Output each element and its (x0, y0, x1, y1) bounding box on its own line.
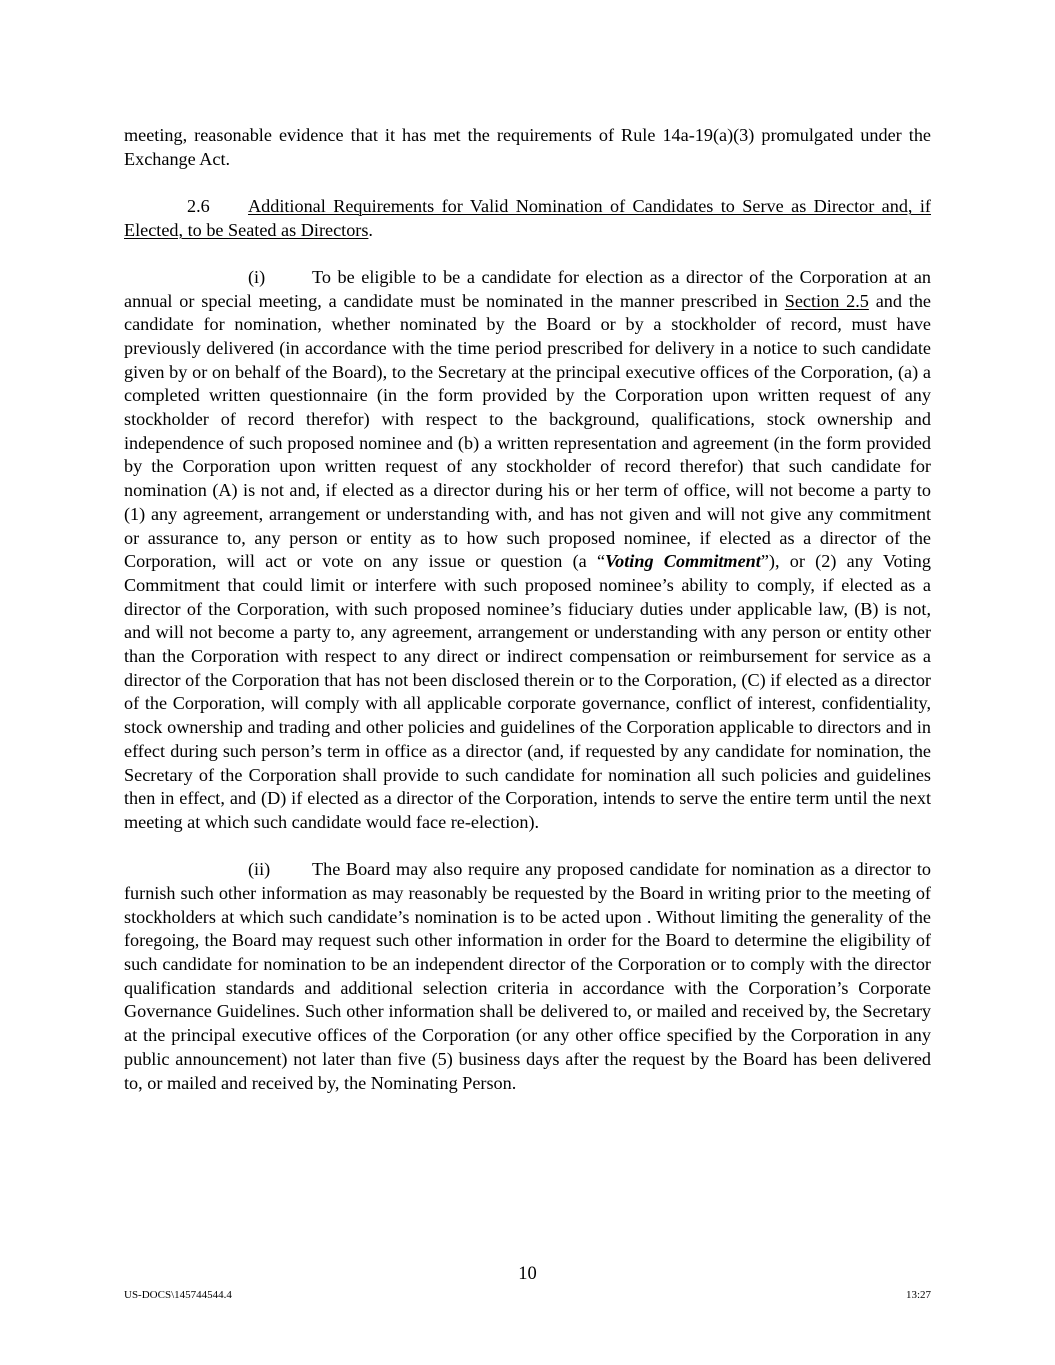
subsection-i (124, 266, 931, 835)
section-title-period: . (368, 219, 373, 240)
subsection-text: The Board may also require any proposed candidate for nomination as a director to furnish such other information as may reasonably be requested by the Board in writing prior to the meeting of stockholders at which such candidate’s nomination is to be acted upon . Without limiting the generality of the foregoing, the Board may request such other information in order for the Board to determine the eligibility of such candidate for nomination to be an independent director of the Corporation or to comply with the director qualification standards and additional selection criteria in accordance with the Corporation’s Corporate Governance Guidelines. Such other information shall be delivered to, or mailed and received by, the Secretary at the principal executive offices of the Corporation (or any other office specified by the Corporation in any public announcement) not later than five (5) business days after the request by the Board has been delivered to, or mailed and received by, the Nominating Person. (124, 859, 931, 1093)
document-page (124, 124, 931, 1119)
subsection-number: (i) (248, 266, 266, 287)
section-heading (124, 195, 931, 242)
page-number: 10 (518, 1264, 537, 1284)
section-reference-link[interactable]: Section 2.5 (784, 290, 869, 311)
subsection-number: (ii) (248, 859, 271, 880)
subsection-text: and the candidate for nomination, whether nominated by the Board or by a stockholder of record, must have previously delivered (in accordance with the time period prescribed for delivery in a notice to such candidate given by or on behalf of the Board), to the Secretary at the principal executive offices of the Corporation, (a) a completed written questionnaire (in the form provided by the Corporation upon written request of any stockholder of record therefor) with respect to the background, qualifications, stock ownership and independence of such proposed nominee and (b) a written representation and agreement (in the form provided by the Corporation upon written request of any stockholder of record therefor) that such candidate for nomination (A) is not and, if elected as a director during his or her term of office, will not become a party to (1) any agreement, arrangement or understanding with, and has not given and will not give any commitment or assurance to, any person or entity as to how such proposed nominee, if elected as a director of the Corporation, will act or vote on any issue or question (a “ (124, 290, 931, 572)
subsection-text: ”), or (2) any Voting Commitment that could limit or interfere with such proposed nominee’s ability to comply, if elected as a director of the Corporation, with such proposed nominee’s fiduciary duties under applicable law, (B) is not, and will not become a party to, any agreement, arrangement or understanding with any person or entity other than the Corporation with respect to any direct or indirect compensation or reimbursement for service as a director of the Corporation that has not been disclosed therein or to the Corporation, (C) if elected as a director of the Corporation, will comply with all applicable corporate governance, conflict of interest, confidentiality, stock ownership and trading and other policies and guidelines of the Corporation applicable to directors and in effect during such person’s term in office as a director (and, if requested by any candidate for nomination, the Secretary of the Corporation shall provide to such candidate for nomination all such policies and guidelines then in effect, and (D) if elected as a director of the Corporation, intends to serve the entire term until the next meeting at which such candidate would face re-election). (124, 551, 931, 832)
defined-term: Voting Commitment (605, 551, 761, 572)
section-title: Additional Requirements for Valid Nomination of Candidates to Serve as Director and, if Elected, to be Seated as Directors (124, 195, 931, 240)
document-id: US-DOCS\145744544.4 (124, 1289, 232, 1301)
subsection-text: To be eligible to be a candidate for election as a director of the Corporation at an annual or special meeting, a candidate must be nominated in the manner prescribed in (124, 266, 931, 311)
continuation-paragraph: meeting, reasonable evidence that it has met the requirements of Rule 14a-19(a)(3) promulgated under the Exchange Act. (124, 125, 931, 169)
subsection-ii (124, 858, 931, 1095)
section-number: 2.6 (187, 195, 210, 216)
footer-time: 13:27 (905, 1289, 931, 1301)
